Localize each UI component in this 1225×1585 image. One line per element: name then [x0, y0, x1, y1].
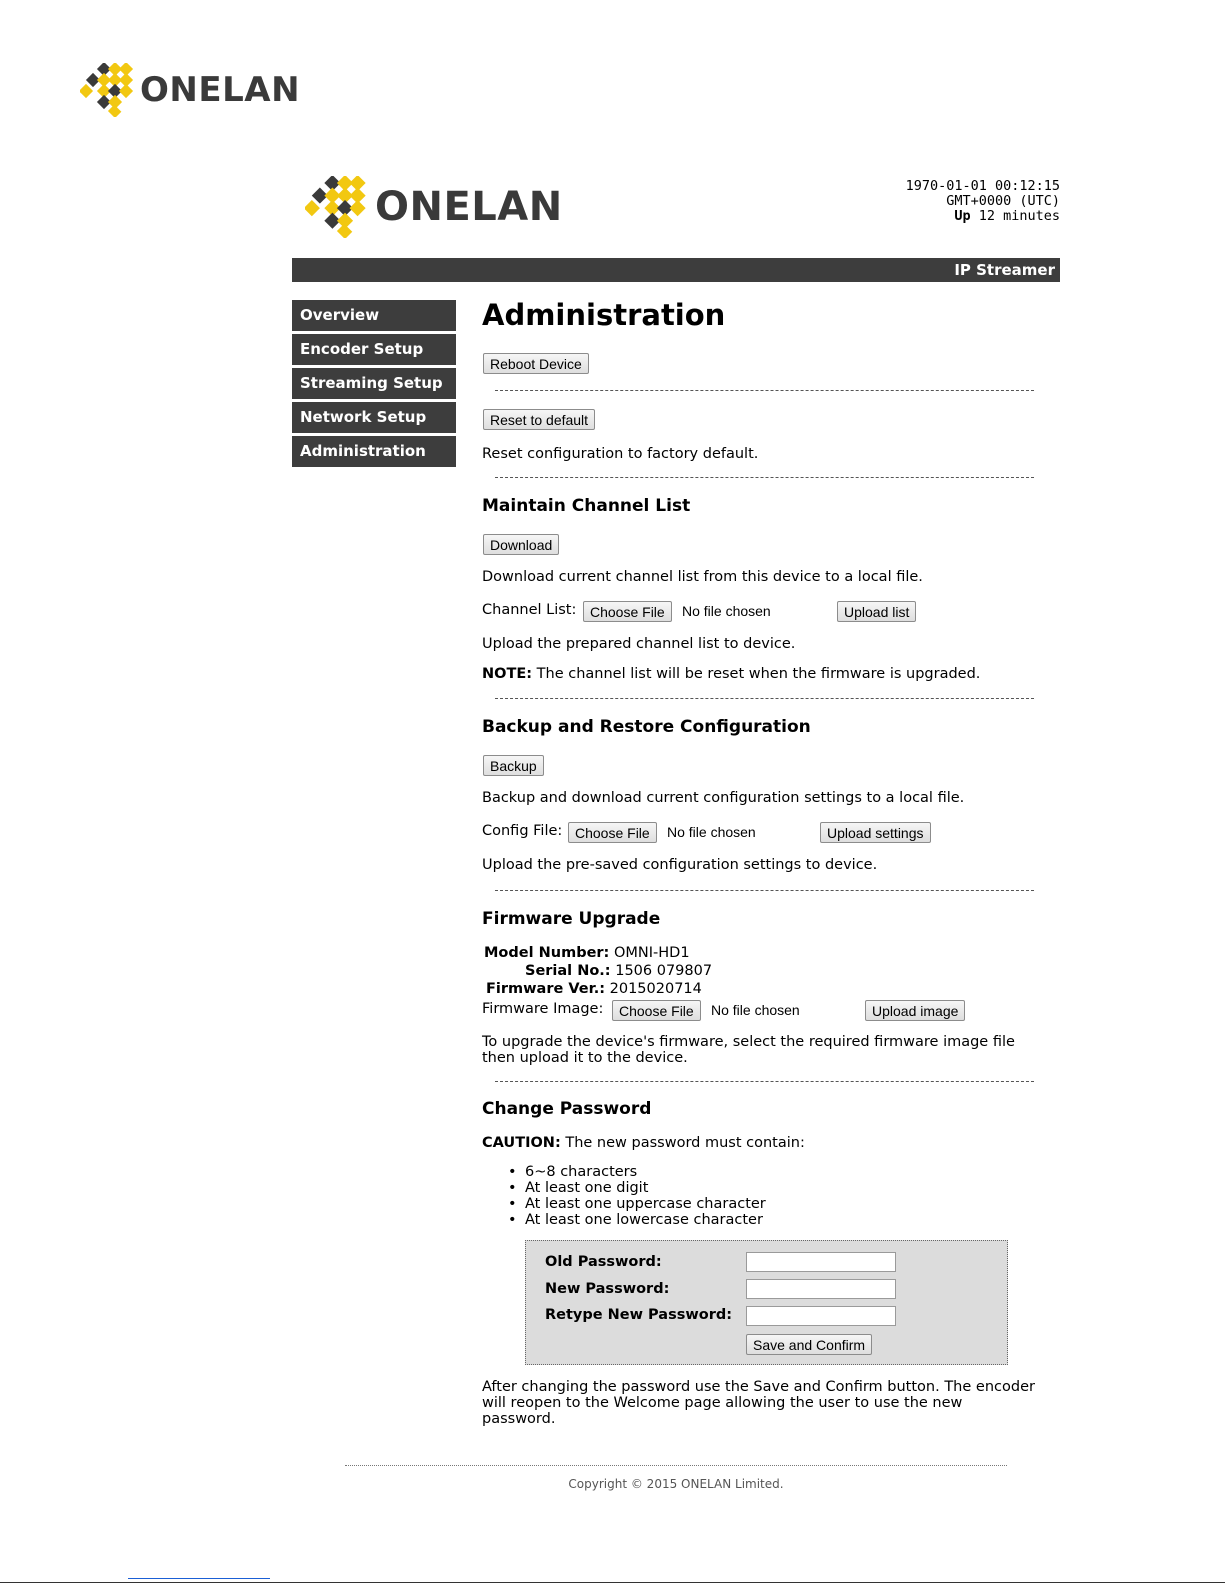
- serial-number-label: Serial No.:: [525, 963, 611, 979]
- download-channel-list-button[interactable]: Download: [483, 534, 559, 555]
- page-title: Administration: [482, 298, 726, 332]
- nav-item-administration[interactable]: Administration: [292, 436, 456, 467]
- note-text: The channel list will be reset when the firmware is upgraded.: [536, 666, 981, 682]
- password-after-line1: After changing the password use the Save and Confirm button. The encoder: [482, 1379, 1035, 1395]
- firmware-file-status: No file chosen: [711, 1002, 800, 1018]
- old-password-input[interactable]: [746, 1252, 896, 1272]
- backup-description: Backup and download current configuration settings to a local file.: [482, 790, 965, 806]
- backup-heading: Backup and Restore Configuration: [482, 717, 811, 737]
- footer-copyright: Copyright © 2015 ONELAN Limited.: [568, 1477, 784, 1491]
- device-status: [906, 179, 1060, 224]
- password-rule: • At least one uppercase character: [504, 1196, 766, 1212]
- status-datetime: 1970-01-01 00:12:15: [905, 178, 1060, 194]
- caution-text: The new password must contain:: [565, 1135, 805, 1151]
- save-and-confirm-button[interactable]: Save and Confirm: [746, 1334, 872, 1355]
- channel-list-choose-file-button[interactable]: Choose File: [583, 601, 672, 622]
- reset-description: Reset configuration to factory default.: [482, 446, 759, 462]
- uptime-label: Up: [954, 208, 971, 224]
- config-file-label: Config File:: [482, 823, 563, 839]
- uptime-value: 12 minutes: [978, 208, 1060, 224]
- divider: [495, 1081, 1034, 1082]
- upload-list-button[interactable]: Upload list: [837, 601, 916, 622]
- channel-list-label: Channel List:: [482, 602, 577, 618]
- footer-divider: [345, 1465, 1007, 1466]
- onelan-logo-icon: [305, 176, 369, 238]
- model-number-row: [484, 945, 690, 961]
- divider: [495, 890, 1034, 891]
- password-rules: [504, 1164, 766, 1228]
- download-description: Download current channel list from this device to a local file.: [482, 569, 923, 585]
- caution-label: CAUTION:: [482, 1135, 561, 1151]
- nav-item-network-setup[interactable]: Network Setup: [292, 402, 456, 433]
- nav-item-encoder-setup[interactable]: Encoder Setup: [292, 334, 456, 365]
- serial-number-row: [525, 963, 712, 979]
- divider: [495, 390, 1034, 391]
- firmware-description-line2: then upload it to the device.: [482, 1050, 688, 1066]
- header-logo[interactable]: [305, 176, 563, 238]
- upload-settings-button[interactable]: Upload settings: [820, 822, 931, 843]
- retype-password-input[interactable]: [746, 1306, 896, 1326]
- divider: [495, 698, 1034, 699]
- password-form: [525, 1240, 1008, 1365]
- backup-button[interactable]: Backup: [483, 755, 544, 776]
- channel-list-heading: Maintain Channel List: [482, 496, 691, 516]
- firmware-heading: Firmware Upgrade: [482, 909, 661, 929]
- document-logo: [80, 63, 300, 117]
- firmware-description-line1: To upgrade the device's firmware, select the required firmware image file: [482, 1034, 1015, 1050]
- status-uptime: [906, 209, 1060, 224]
- firmware-version-row: [486, 981, 702, 997]
- password-caution: [482, 1135, 805, 1151]
- upload-list-description: Upload the prepared channel list to device.: [482, 636, 796, 652]
- firmware-version-label: Firmware Ver.:: [486, 981, 606, 997]
- config-choose-file-button[interactable]: Choose File: [568, 822, 657, 843]
- firmware-version-value: 2015020714: [609, 981, 702, 997]
- upload-settings-description: Upload the pre-saved configuration settings to device.: [482, 857, 878, 873]
- logo-wordmark: ONELAN: [140, 70, 301, 110]
- password-after-line3: password.: [482, 1411, 556, 1427]
- reboot-device-button[interactable]: Reboot Device: [483, 353, 589, 374]
- product-banner: [292, 258, 1060, 282]
- password-rule: • At least one digit: [504, 1180, 766, 1196]
- footnote-rule: [128, 1578, 270, 1579]
- channel-note: [482, 666, 980, 682]
- password-rule: • At least one lowercase character: [504, 1212, 766, 1228]
- nav-item-overview[interactable]: Overview: [292, 300, 456, 331]
- password-rule: • 6~8 characters: [504, 1164, 766, 1180]
- page-bottom-rule: [0, 1582, 1225, 1583]
- retype-password-label: Retype New Password:: [545, 1307, 733, 1323]
- old-password-label: Old Password:: [545, 1254, 662, 1270]
- password-after-line2: will reopen to the Welcome page allowing the user to use the new: [482, 1395, 963, 1411]
- reset-default-button[interactable]: Reset to default: [483, 409, 595, 430]
- model-number-label: Model Number:: [484, 945, 610, 961]
- firmware-image-label: Firmware Image:: [482, 1001, 604, 1017]
- logo-wordmark: ONELAN: [375, 184, 563, 230]
- note-label: NOTE:: [482, 666, 533, 682]
- channel-list-file-status: No file chosen: [682, 603, 771, 619]
- model-number-value: OMNI-HD1: [613, 945, 690, 961]
- onelan-logo-icon: [80, 63, 136, 117]
- divider: [495, 477, 1034, 478]
- config-file-status: No file chosen: [667, 824, 756, 840]
- serial-number-value: 1506 079807: [615, 963, 713, 979]
- nav-item-streaming-setup[interactable]: Streaming Setup: [292, 368, 456, 399]
- product-name: IP Streamer: [954, 261, 1055, 279]
- firmware-choose-file-button[interactable]: Choose File: [612, 1000, 701, 1021]
- change-password-heading: Change Password: [482, 1099, 652, 1119]
- status-timezone: GMT+0000 (UTC): [946, 193, 1060, 209]
- new-password-label: New Password:: [545, 1281, 670, 1297]
- upload-image-button[interactable]: Upload image: [865, 1000, 965, 1021]
- new-password-input[interactable]: [746, 1279, 896, 1299]
